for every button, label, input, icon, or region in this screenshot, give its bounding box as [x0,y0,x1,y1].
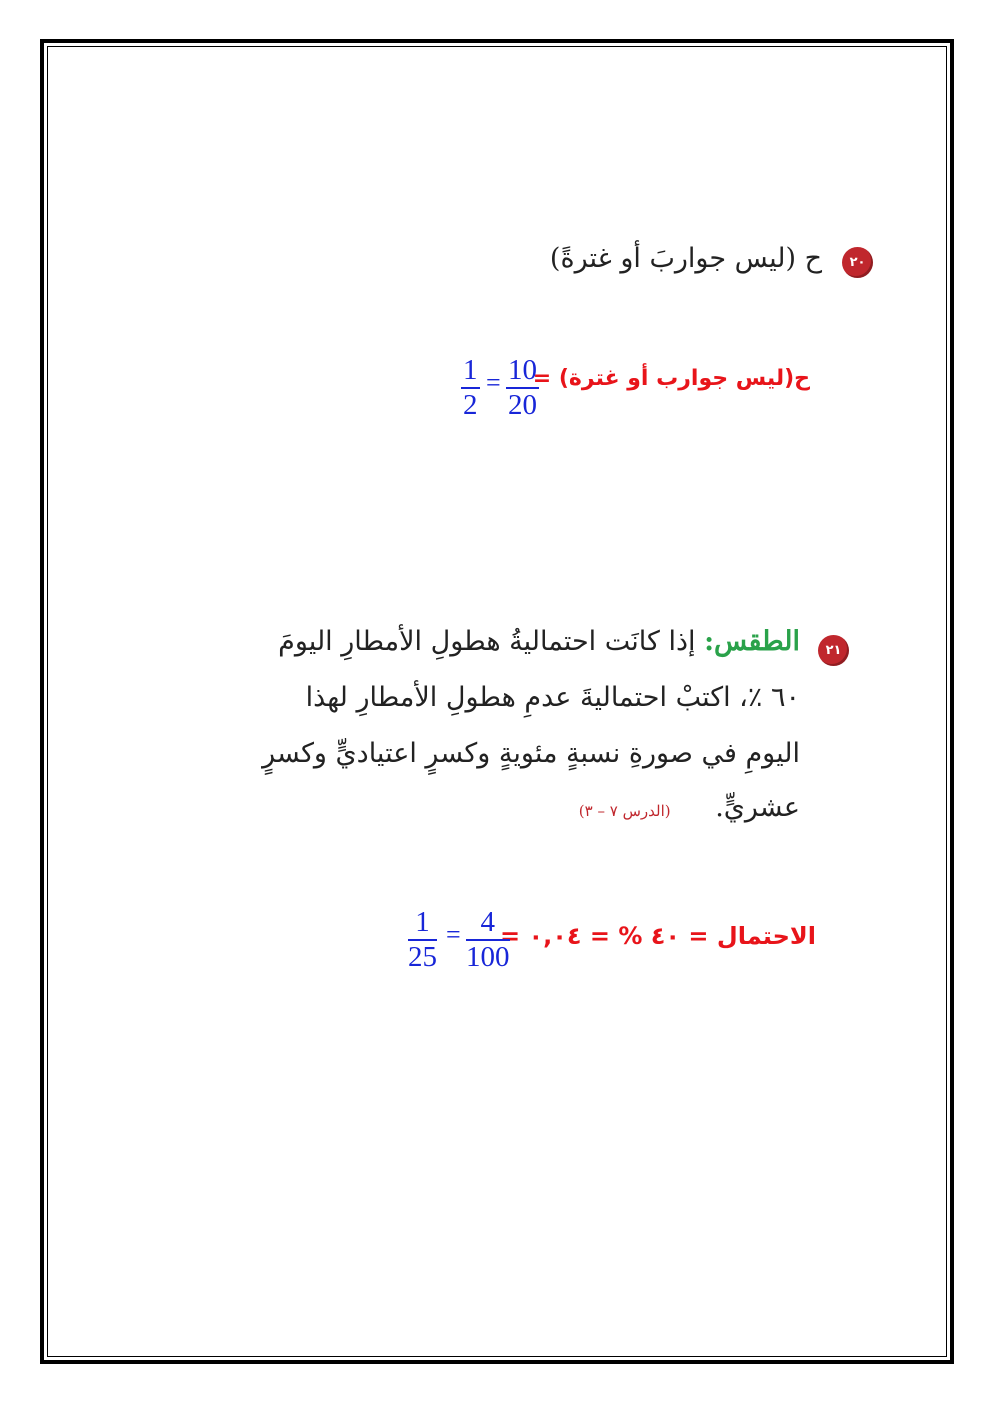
question-21-lesson-reference: (الدرس ٧ – ٣) [578,802,671,820]
question-21-answer-label: الاحتمال = ٤٠ % = ٠,٠٤ = [500,922,816,950]
question-21-number-badge [818,635,849,666]
question-20-answer-label: ح(ليس جوارب أو غترة) = [532,366,810,391]
question-21-line-3: اليومِ في صورةِ نسبةٍ مئويةٍ وكسرٍ اعتياديٍّ وكسرٍ [262,738,800,769]
question-21-line-4: عشريٍّ. (الدرس ٧ – ٣) [578,792,800,823]
question-20-number: ٢٠ [849,255,866,270]
question-20-text: ح (ليس جواربَ أو غترةً) [549,243,822,274]
question-21-text [240,626,800,836]
question-20-number-badge [842,247,873,278]
question-21-subject: الطقس: [704,626,800,657]
question-20-equals: = [486,368,501,397]
question-20-fraction-10-20: $\frac{10}{20}$ [508,354,537,421]
question-21-line-1: الطقس: إذا كانَت احتماليةُ هطولِ الأمطارِ اليومَ [278,626,800,657]
question-21-equals: = [446,920,461,949]
question-21-fraction-1-25: $\frac{1}{25}$ [408,906,437,973]
question-20-fraction-1-2: $\frac{1}{2}$ [463,354,478,421]
question-21-line-2: ٦٠ ٪، اكتبْ احتماليةَ عدمِ هطولِ الأمطارِ لهذا [305,682,800,713]
question-21-fraction-4-100: $\frac{4}{100}$ [466,906,510,973]
question-21-number: ٢١ [825,643,842,658]
